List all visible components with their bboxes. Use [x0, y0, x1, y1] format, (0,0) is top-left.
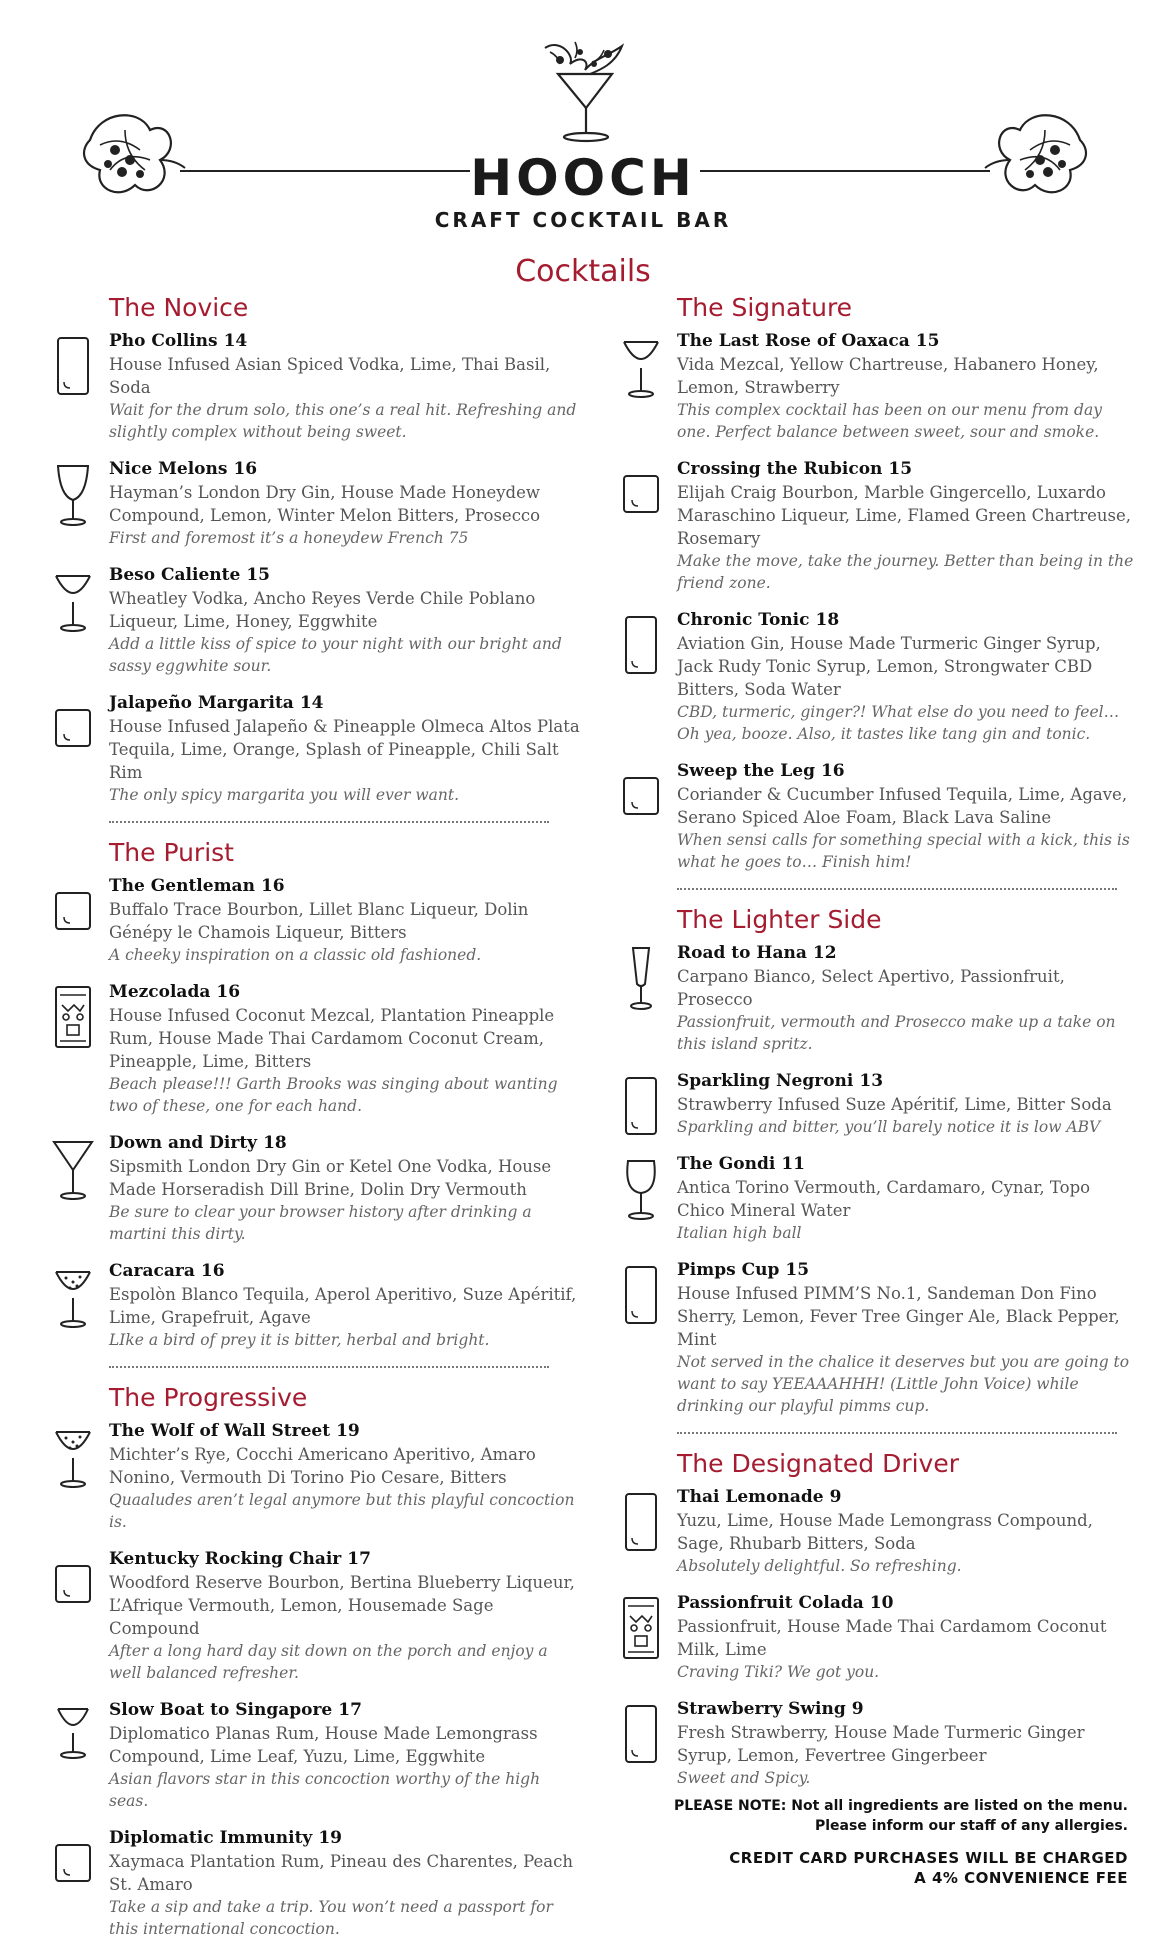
item-price: 17: [338, 1700, 362, 1720]
item-price: 16: [216, 982, 241, 1002]
item-ingredients: Sipsmith London Dry Gin or Ketel One Vodka, House Made Horseradish Dill Brine, Dolin Dry Vermouth: [109, 1157, 552, 1199]
item-list: [620, 1486, 1140, 1789]
highball-icon: [52, 334, 94, 398]
item-ingredients: Aviation Gin, House Made Turmeric Ginger Syrup, Jack Rudy Tonic Syrup, Lemon, Strongwater CBD Bitters, Soda Water: [677, 634, 1101, 699]
item-ingredients: House Infused Coconut Mezcal, Plantation Pineapple Rum, House Made Thai Cardamom Coconut Cream, Pineapple, Lime, Bitters: [109, 1006, 555, 1071]
menu-item: [620, 760, 1140, 873]
nick-and-nora-icon: [52, 1703, 94, 1767]
item-ingredients: Antica Torino Vermouth, Cardamaro, Cynar, Topo Chico Mineral Water: [677, 1178, 1091, 1220]
item-title: [677, 609, 1140, 632]
item-name: Crossing the Rubicon: [677, 459, 883, 479]
item-name: Road to Hana: [677, 943, 807, 963]
credit-card-note-line-1: CREDIT CARD PURCHASES WILL BE CHARGED: [729, 1849, 1128, 1867]
sparkling-coupe-icon: [52, 1264, 94, 1328]
dotted-divider: [677, 1432, 1117, 1434]
item-ingredients: Xaymaca Plantation Rum, Pineau des Charentes, Peach St. Amaro: [109, 1852, 573, 1894]
item-ingredients: House Infused Jalapeño & Pineapple Olmeca Altos Plata Tequila, Lime, Orange, Splash of Pineapple, Chili Salt Rim: [109, 717, 580, 782]
item-price: 13: [859, 1071, 884, 1091]
item-name: Jalapeño Margarita: [109, 693, 294, 713]
item-ingredients: Hayman’s London Dry Gin, House Made Honeydew Compound, Lemon, Winter Melon Bitters, Prosecco: [109, 483, 541, 525]
item-description: Take a sip and take a trip. You won’t need a passport for this international concoction.: [109, 1898, 553, 1938]
item-title: [109, 1827, 582, 1850]
brand-name: HOOCH: [470, 149, 696, 207]
menu-item: [52, 564, 582, 677]
menu-item: [620, 942, 1140, 1055]
item-title: [109, 1420, 582, 1443]
item-description: Passionfruit, vermouth and Prosecco make up a take on this island spritz.: [677, 1013, 1116, 1053]
item-description: This complex cocktail has been on our menu from day one. Perfect balance between sweet, sour and smoke.: [677, 401, 1102, 441]
section-driver: [620, 1448, 1140, 1789]
item-price: 17: [347, 1549, 371, 1569]
item-ingredients: Fresh Strawberry, House Made Turmeric Ginger Syrup, Lemon, Fevertree Gingerbeer: [677, 1723, 1085, 1765]
item-list: [52, 1420, 582, 1940]
item-price: 19: [336, 1421, 360, 1441]
item-price: 14: [299, 693, 324, 713]
item-description: Be sure to clear your browser history after drinking a martini this dirty.: [109, 1203, 532, 1243]
item-title: [109, 692, 582, 715]
item-ingredients: Buffalo Trace Bourbon, Lillet Blanc Liqueur, Dolin Génépy le Chamois Liqueur, Bitters: [109, 900, 529, 942]
menu-item: [620, 1070, 1140, 1138]
item-name: Nice Melons: [109, 459, 228, 479]
tiki-mug-icon: [52, 985, 94, 1049]
item-name: Kentucky Rocking Chair: [109, 1549, 342, 1569]
menu-item: [620, 1698, 1140, 1789]
item-title: [109, 330, 582, 353]
item-price: 12: [812, 943, 837, 963]
credit-card-note-line-2: A 4% CONVENIENCE FEE: [914, 1869, 1128, 1887]
menu-item: [620, 609, 1140, 745]
item-title: [677, 1070, 1140, 1093]
item-price: 15: [785, 1260, 810, 1280]
rocks-glass-icon: [620, 764, 662, 828]
coupe-icon: [52, 568, 94, 632]
menu-item: [620, 458, 1140, 594]
item-price: 10: [869, 1593, 894, 1613]
coupe-icon: [620, 334, 662, 398]
page-title: Cocktails: [515, 254, 651, 289]
menu-item: [52, 1420, 582, 1533]
item-title: [677, 330, 1140, 353]
item-name: Mezcolada: [109, 982, 211, 1002]
section-title: The Signature: [677, 293, 853, 322]
dotted-divider: [677, 888, 1117, 890]
item-title: [677, 1592, 1140, 1615]
item-title: [109, 1699, 582, 1722]
item-ingredients: Passionfruit, House Made Thai Cardamom Coconut Milk, Lime: [677, 1617, 1107, 1659]
item-price: 15: [888, 459, 913, 479]
item-description: Craving Tiki? We got you.: [677, 1663, 880, 1681]
item-price: 16: [233, 459, 258, 479]
item-description: After a long hard day sit down on the porch and enjoy a well balanced refresher.: [109, 1642, 548, 1682]
item-name: Pho Collins: [109, 331, 218, 351]
martini-glass-icon: [52, 1136, 94, 1200]
section-title: The Novice: [109, 293, 249, 322]
menu-item: [52, 1827, 582, 1940]
item-list: [620, 942, 1140, 1417]
right-column: [620, 292, 1140, 1804]
item-price: 15: [246, 565, 270, 585]
menu-item: [52, 1260, 582, 1351]
section-title: The Lighter Side: [677, 905, 882, 934]
item-description: Not served in the chalice it deserves but you are going to want to say YEEAAAHHH! (Little John Voice) while drinking our playful pimms cup.: [677, 1353, 1130, 1415]
item-name: Diplomatic Immunity: [109, 1828, 313, 1848]
item-list: [52, 330, 582, 806]
rocks-glass-icon: [620, 462, 662, 526]
item-name: Down and Dirty: [109, 1133, 258, 1153]
rocks-glass-icon: [52, 879, 94, 943]
item-description: First and foremost it’s a honeydew French 75: [109, 529, 469, 547]
item-description: Asian flavors star in this concoction worthy of the high seas.: [109, 1770, 541, 1810]
item-price: 16: [200, 1261, 225, 1281]
item-description: Wait for the drum solo, this one’s a real hit. Refreshing and slightly complex without being sweet.: [109, 401, 577, 441]
item-price: 9: [829, 1487, 842, 1507]
menu-item: [52, 1548, 582, 1684]
item-ingredients: Elijah Craig Bourbon, Marble Gingercello, Luxardo Maraschino Liqueur, Lime, Flamed Green Chartreuse, Rosemary: [677, 483, 1131, 548]
item-title: [677, 458, 1140, 481]
menu-item: [52, 981, 582, 1117]
item-name: Sweep the Leg: [677, 761, 815, 781]
item-title: [677, 942, 1140, 965]
item-name: Beso Caliente: [109, 565, 241, 585]
item-ingredients: Coriander & Cucumber Infused Tequila, Lime, Agave, Serano Spiced Aloe Foam, Black Lava Saline: [677, 785, 1128, 827]
item-description: Italian high ball: [677, 1224, 802, 1242]
item-description: Beach please!!! Garth Brooks was singing about wanting two of these, one for each hand.: [109, 1075, 558, 1115]
dotted-divider: [109, 821, 549, 823]
tiki-mug-icon: [620, 1596, 662, 1660]
item-name: Pimps Cup: [677, 1260, 780, 1280]
item-ingredients: Espolòn Blanco Tequila, Aperol Aperitivo, Suze Apéritif, Lime, Grapefruit, Agave: [109, 1285, 577, 1327]
item-name: The Wolf of Wall Street: [109, 1421, 331, 1441]
wine-glass-icon: [620, 1157, 662, 1221]
menu-item: [52, 875, 582, 966]
section-lighter: [620, 904, 1140, 1417]
item-description: CBD, turmeric, ginger?! What else do you need to feel… Oh yea, booze. Also, it tastes like tang gin and tonic.: [677, 703, 1120, 743]
highball-icon: [620, 1490, 662, 1554]
highball-icon: [620, 1702, 662, 1766]
item-title: [109, 1260, 582, 1283]
item-title: [109, 564, 582, 587]
allergy-note-line-1: PLEASE NOTE: Not all ingredients are listed on the menu.: [673, 1798, 1128, 1814]
item-title: [109, 875, 582, 898]
left-column: [52, 292, 582, 1955]
item-ingredients: Yuzu, Lime, House Made Lemongrass Compound, Sage, Rhubarb Bitters, Soda: [677, 1511, 1093, 1553]
item-price: 15: [915, 331, 940, 351]
menu-item: [620, 1486, 1140, 1577]
item-name: Sparkling Negroni: [677, 1071, 854, 1091]
item-title: [677, 1153, 1140, 1176]
item-price: 18: [815, 610, 840, 630]
item-price: 9: [851, 1699, 864, 1719]
menu-header: [0, 0, 1166, 250]
menu-notes: [608, 1796, 1128, 1888]
menu-item: [52, 458, 582, 549]
brand-tagline: CRAFT COCKTAIL BAR: [434, 208, 732, 232]
item-name: The Gentleman: [109, 876, 255, 896]
item-ingredients: Carpano Bianco, Select Apertivo, Passionfruit, Prosecco: [677, 967, 1065, 1009]
item-title: [677, 1486, 1140, 1509]
item-title: [677, 760, 1140, 783]
menu-item: [52, 330, 582, 443]
item-description: When sensi calls for something special with a kick, this is what he goes to… Finish him!: [677, 831, 1130, 871]
item-price: 16: [260, 876, 285, 896]
item-description: Absolutely delightful. So refreshing.: [677, 1557, 962, 1575]
rocks-glass-icon: [52, 696, 94, 760]
item-description: Sweet and Spicy.: [677, 1769, 811, 1787]
item-name: Chronic Tonic: [677, 610, 810, 630]
item-title: [109, 458, 582, 481]
item-description: Make the move, take the journey. Better than being in the friend zone.: [677, 552, 1134, 592]
item-price: 18: [263, 1133, 287, 1153]
rocks-glass-icon: [52, 1831, 94, 1895]
highball-icon: [620, 1263, 662, 1327]
item-name: Caracara: [109, 1261, 195, 1281]
item-price: 14: [223, 331, 248, 351]
item-description: Add a little kiss of spice to your night with our bright and sassy eggwhite sour.: [109, 635, 562, 675]
item-ingredients: Michter’s Rye, Cocchi Americano Aperitivo, Amaro Nonino, Vermouth Di Torino Pio Cesare, Bitters: [109, 1445, 536, 1487]
highball-icon: [620, 613, 662, 677]
item-name: Passionfruit Colada: [677, 1593, 864, 1613]
section-purist: [52, 837, 582, 1351]
item-description: LIke a bird of prey it is bitter, herbal and bright.: [109, 1331, 490, 1349]
item-ingredients: Diplomatico Planas Rum, House Made Lemongrass Compound, Lime Leaf, Yuzu, Lime, Eggwhite: [109, 1724, 538, 1766]
item-ingredients: House Infused Asian Spiced Vodka, Lime, Thai Basil, Soda: [109, 355, 551, 397]
item-ingredients: House Infused PIMM’S No.1, Sandeman Don Fino Sherry, Lemon, Fever Tree Ginger Ale, Black Pepper, Mint: [677, 1284, 1120, 1349]
section-progressive: [52, 1382, 582, 1940]
section-title: The Designated Driver: [677, 1449, 960, 1478]
menu-item: [620, 1592, 1140, 1683]
menu-item: [620, 330, 1140, 443]
menu-item: [52, 1699, 582, 1812]
item-price: 19: [318, 1828, 342, 1848]
item-description: A cheeky inspiration on a classic old fashioned.: [109, 946, 482, 964]
item-name: Thai Lemonade: [677, 1487, 824, 1507]
menu-item: [52, 1132, 582, 1245]
item-title: [677, 1698, 1140, 1721]
item-ingredients: Vida Mezcal, Yellow Chartreuse, Habanero Honey, Lemon, Strawberry: [677, 355, 1099, 397]
item-price: 16: [820, 761, 845, 781]
menu-item: [620, 1259, 1140, 1417]
section-title: The Purist: [109, 838, 234, 867]
item-ingredients: Woodford Reserve Bourbon, Bertina Blueberry Liqueur, L’Afrique Vermouth, Lemon, Housemade Sage Compound: [109, 1573, 575, 1638]
item-title: [677, 1259, 1140, 1282]
item-name: Strawberry Swing: [677, 1699, 846, 1719]
item-description: Quaaludes aren’t legal anymore but this playful concoction is.: [109, 1491, 575, 1531]
item-name: The Last Rose of Oaxaca: [677, 331, 910, 351]
flute-icon: [620, 946, 662, 1010]
section-signature: [620, 292, 1140, 873]
menu-item: [620, 1153, 1140, 1244]
item-title: [109, 1548, 582, 1571]
highball-icon: [620, 1074, 662, 1138]
item-name: Slow Boat to Singapore: [109, 1700, 333, 1720]
allergy-note-line-2: Please inform our staff of any allergies.: [814, 1818, 1128, 1834]
tulip-glass-icon: [52, 462, 94, 526]
dotted-divider: [109, 1366, 549, 1368]
item-list: [52, 875, 582, 1351]
item-name: The Gondi: [677, 1154, 776, 1174]
item-description: The only spicy margarita you will ever want.: [109, 786, 459, 804]
sparkling-coupe-icon: [52, 1424, 94, 1488]
item-title: [109, 981, 582, 1004]
section-novice: [52, 292, 582, 806]
item-price: 11: [781, 1154, 805, 1174]
botanical-glass-logo-icon: [530, 34, 640, 144]
rocks-glass-icon: [52, 1552, 94, 1616]
item-description: Sparkling and bitter, you’ll barely notice it is low ABV: [677, 1118, 1101, 1136]
item-ingredients: Wheatley Vodka, Ancho Reyes Verde Chile Poblano Liqueur, Lime, Honey, Eggwhite: [109, 589, 536, 631]
menu-item: [52, 692, 582, 806]
item-ingredients: Strawberry Infused Suze Apéritif, Lime, Bitter Soda: [677, 1095, 1112, 1114]
section-title: The Progressive: [109, 1383, 308, 1412]
item-title: [109, 1132, 582, 1155]
item-list: [620, 330, 1140, 873]
